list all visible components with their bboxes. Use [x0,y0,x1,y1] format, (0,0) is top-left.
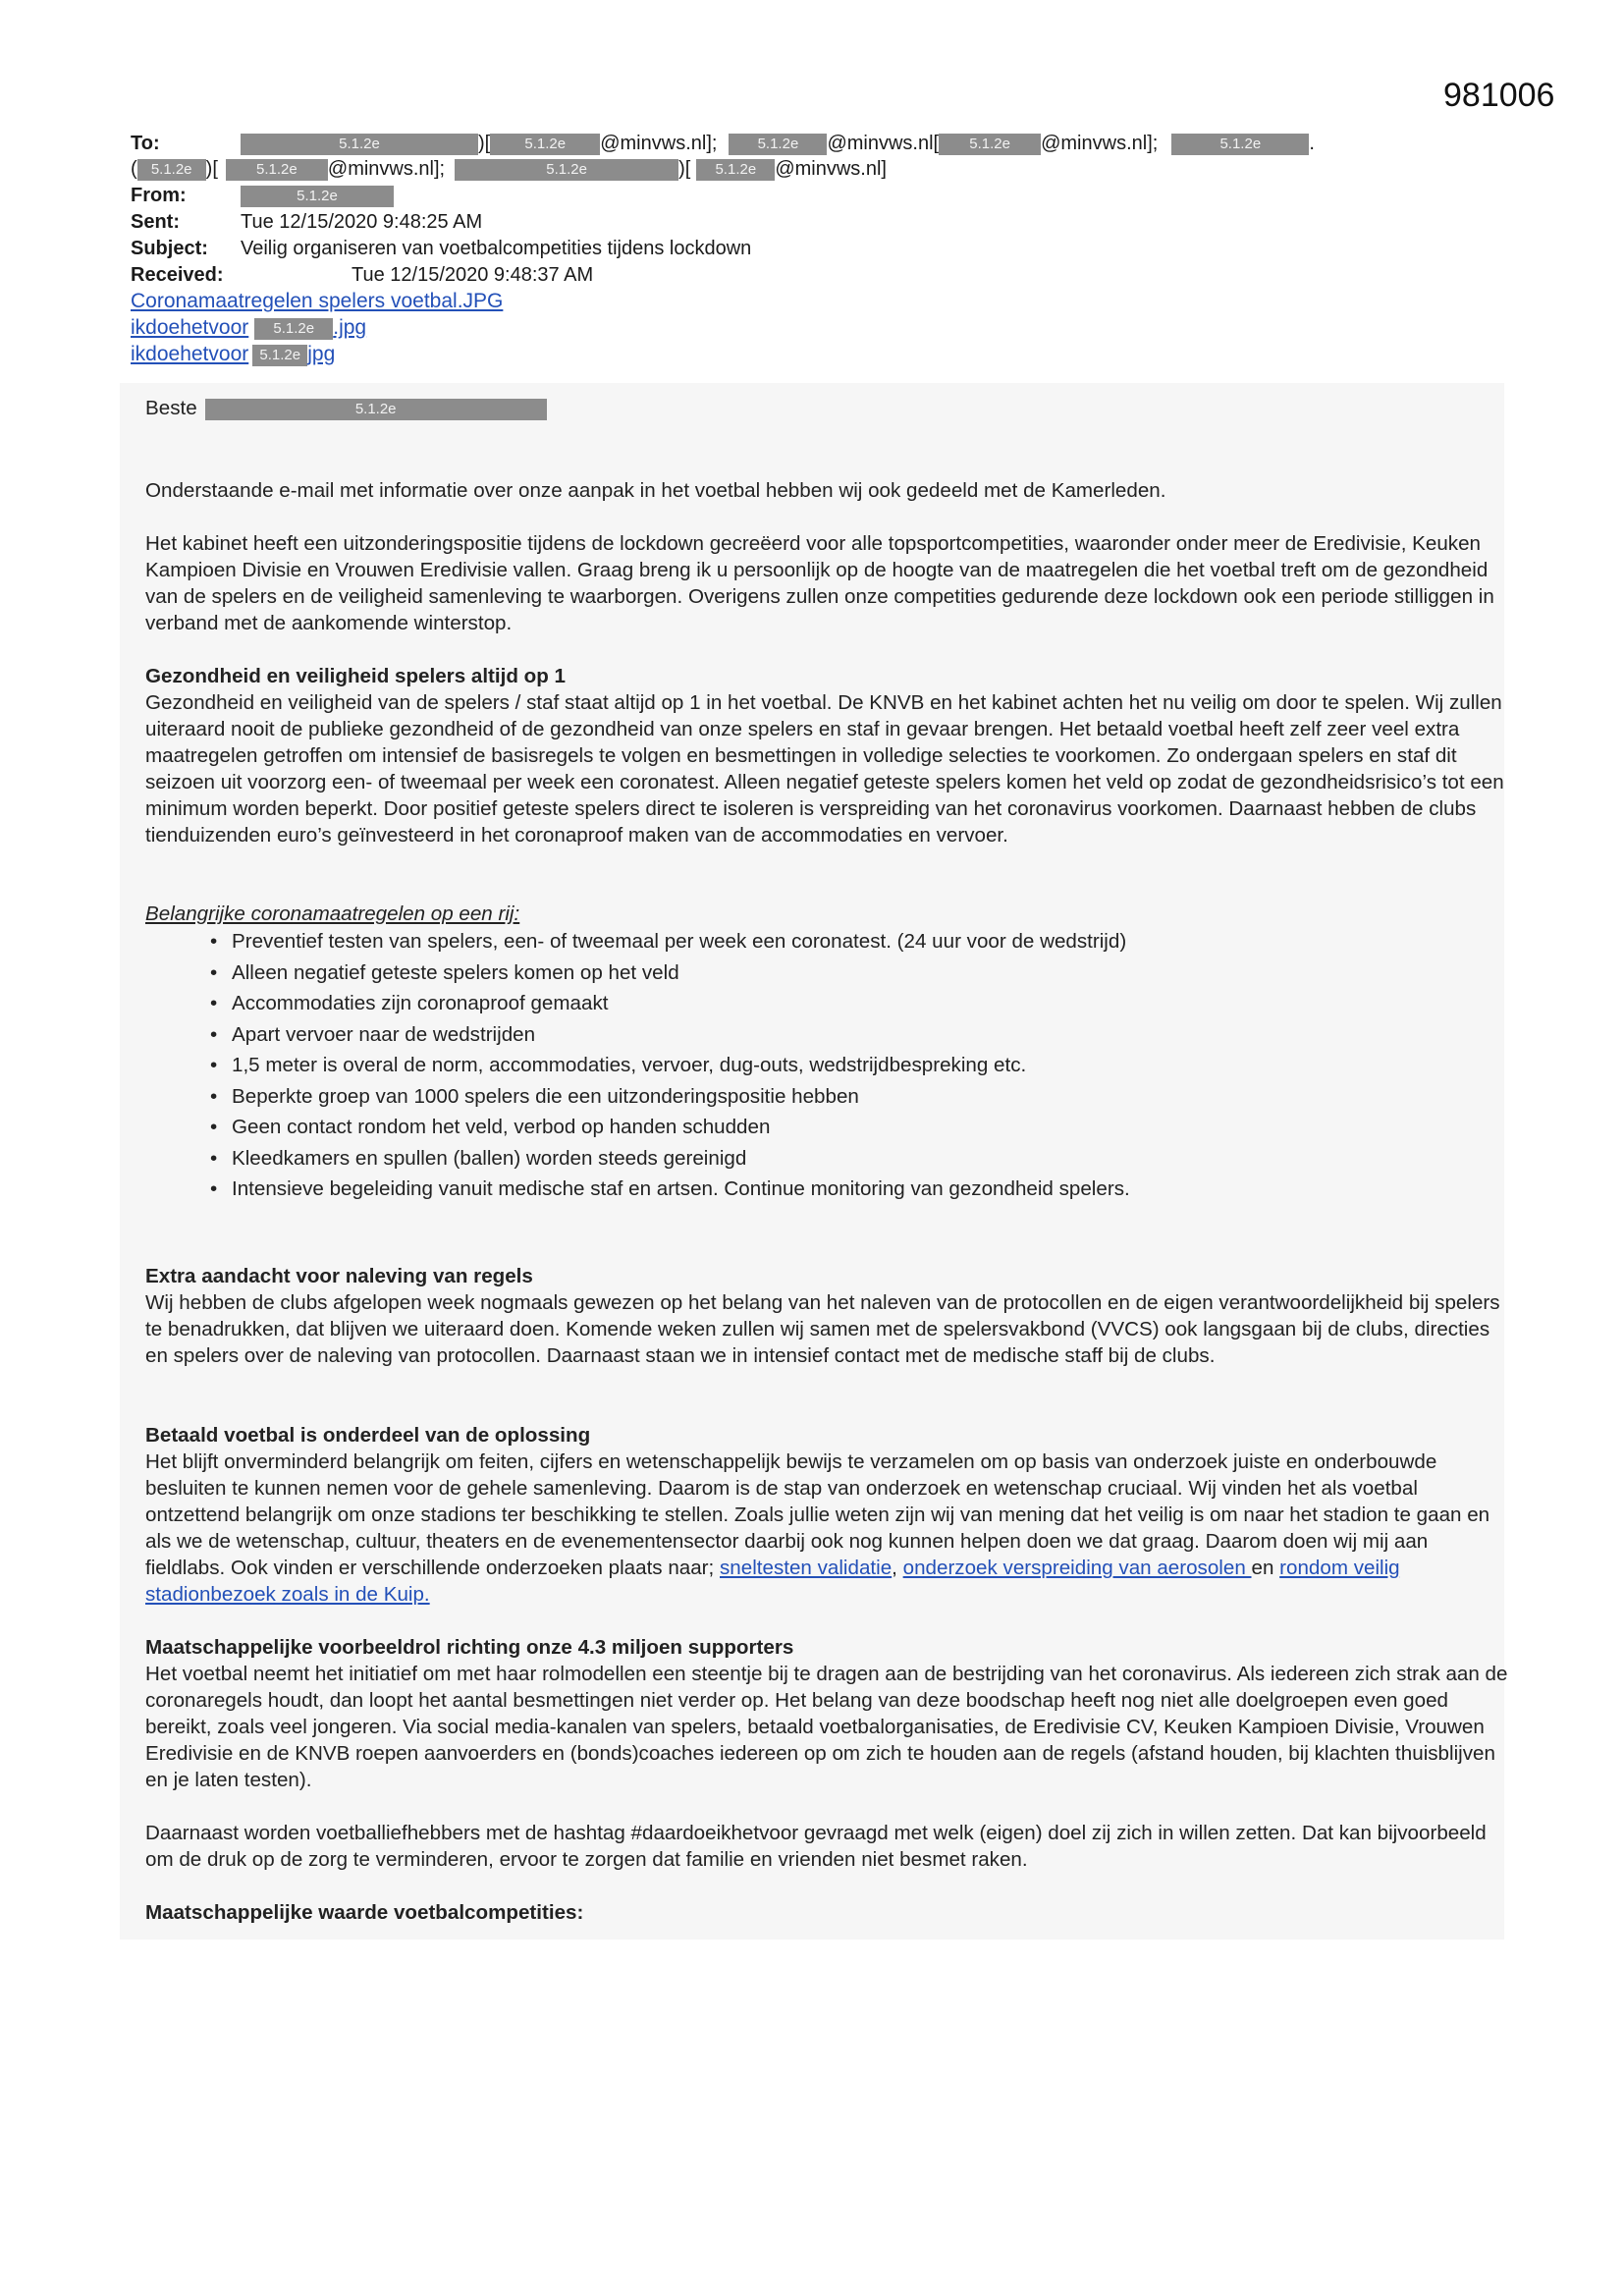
sent-label: Sent: [131,211,180,233]
to-text: ( [131,158,137,180]
section-heading: Betaald voetbal is onderdeel van de oplossing [145,1424,591,1447]
sent-line [131,209,482,235]
redaction: 5.1.2e [490,134,600,155]
paragraph-text: Het blijft onverminderd belangrijk om feiten, cijfers en wetenschappelijk bewijs te verzamelen om op basis van onderzoek juiste en onderbouwde besluiten te kunnen nemen voor de gehele samenleving. Daarom is de stap van onderzoek en wetenschap cruciaal. Wij vinden het als voetbal ontzettend belangrijk om onze stadions ter beschikking te stellen. Zoals jullie weten zijn wij van mening dat het veilig is om naar het stadion te gaan en als we de wetenschap, cultuur, theaters en de evenementensector daarbij ook nog kunnen helpen doen we dat graag. Daarom doen wij mij aan fieldlabs. Ook vinden er verschillende onderzoeken plaats naar; [145,1450,1490,1579]
to-text: )[ [678,158,691,180]
paragraph: Gezondheid en veiligheid van de spelers / staf staat altijd op 1 in het voetbal. De KNVB en het kabinet achten het nu veilig om door te spelen. Wij zullen uiteraard nooit de publieke gezondheid of de gezondheid van onze spelers en staf in gevaar brengen. Het betaald voetbal heeft zelf zeer veel extra maatregelen getroffen om intensief de basisregels te volgen en besmettingen in volledige selecties te voorkomen. Zo ondergaan spelers en staf dit seizoen uit voorzorg een- of tweemaal per week een coronatest. Alleen negatief geteste spelers komen het veld op zodat de gezondheidsrisico’s tot een minimum worden beperkt. Door positief geteste spelers direct te isoleren is verspreiding van het coronavirus voorkomen. Daarnaast hebben de clubs tienduizenden euro’s geïnvesteerd in het coronaproof maken van de accommodaties en vervoer. [145,691,1504,847]
sent-value: Tue 12/15/2020 9:48:25 AM [241,211,483,233]
list-item: • Geen contact rondom het veld, verbod op handen schudden [145,1112,1130,1143]
link-separator: en [1251,1557,1280,1579]
received-label: Received: [131,264,224,286]
list-item: • Beperkte groep van 1000 spelers die een uitzonderingspositie hebben [145,1081,1130,1113]
subject-value: Veilig organiseren van voetbalcompetities tijdens lockdown [241,238,752,259]
received-line [131,262,593,288]
to-text: @minvws.nl]; [600,133,718,154]
list-item: • 1,5 meter is overal de norm, accommodaties, vervoer, dug-outs, wedstrijdbespreking etc. [145,1050,1130,1081]
to-text: )[ [205,158,218,180]
section-heading: Maatschappelijke waarde voetbalcompetities: [145,1901,584,1924]
attachment-link-suffix[interactable]: jpg [307,343,336,365]
attachment-3[interactable] [131,342,335,367]
attachment-link-suffix[interactable]: .jpg [333,316,367,339]
redaction: 5.1.2e [241,134,478,155]
to-text: . [1309,133,1315,154]
from-label: From: [131,185,187,206]
link-stadionbezoek[interactable]: rondom veilig stadionbezoek zoals in de Kuip. [145,1557,1400,1606]
list-title: Belangrijke coronamaatregelen op een rij: [145,902,520,925]
redaction: 5.1.2e [226,159,328,181]
paragraph [145,1449,1510,1608]
subject-label: Subject: [131,238,208,259]
intro-paragraph: Onderstaande e-mail met informatie over onze aanpak in het voetbal hebben wij ook gedeeld met de Kamerleden. [145,479,1166,502]
to-label: To: [131,133,160,154]
attachment-link[interactable]: Coronamaatregelen spelers voetbal.JPG [131,290,504,312]
attachment-link-prefix[interactable]: ikdoehetvoor [131,343,249,365]
list-item: • Intensieve begeleiding vanuit medische staf en artsen. Continue monitoring van gezondheid spelers. [145,1174,1130,1205]
to-text: @minvws.nl]; [1041,133,1159,154]
document-number: 981006 [1443,77,1555,114]
list-item: • Accommodaties zijn coronaproof gemaakt [145,988,1130,1019]
to-text: @minvws.nl[ [827,133,940,154]
list-item: • Kleedkamers en spullen (ballen) worden steeds gereinigd [145,1143,1130,1175]
paragraph: Het kabinet heeft een uitzonderingspositie tijdens de lockdown gecreëerd voor alle topsportcompetities, waaronder onder meer de Eredivisie, Keuken Kampioen Divisie en Vrouwen Eredivisie vallen. Graag breng ik u persoonlijk op de hoogte van de maatregelen die het voetbal treft om de gezondheid van de spelers en de veiligheid samenleving te waarborgen. Overigens zullen onze competities gedurende deze lockdown ook een periode stilliggen in verband met de aankomende winterstop. [145,532,1494,634]
to-text: @minvws.nl]; [327,158,446,180]
section-heading: Maatschappelijke voorbeeldrol richting onze 4.3 miljoen supporters [145,1636,794,1659]
redaction: 5.1.2e [729,134,827,155]
redaction: 5.1.2e [455,159,678,181]
measures-list [145,926,1130,1205]
link-separator: , [892,1557,903,1579]
attachment-1[interactable] [131,289,503,314]
redaction: 5.1.2e [939,134,1041,155]
from-line [131,183,394,208]
link-sneltesten[interactable]: sneltesten validatie [720,1557,893,1579]
greeting [145,395,547,421]
redaction: 5.1.2e [137,159,206,181]
paragraph: Het voetbal neemt het initiatief om met haar rolmodellen een steentje bij te dragen aan de bestrijding van het coronavirus. Als iedereen zich strak aan de coronaregels houdt, dan loopt het aantal besmettingen niet verder op. Het belang van deze boodschap heeft nog niet alle doelgroepen even goed bereikt, zoals veel jongeren. Via social media-kanalen van spelers, betaald voetbalorganisaties, de Eredivisie CV, Keuken Kampioen Divisie, Vrouwen Eredivisie en de KNVB roepen aanvoerders en (bonds)coaches iedereen op om zich te houden aan de regels (afstand houden, bij klachten thuisblijven en je laten testen). [145,1663,1508,1791]
list-item: • Apart vervoer naar de wedstrijden [145,1019,1130,1051]
subject-line [131,236,751,261]
redaction: 5.1.2e [1171,134,1309,155]
paragraph: Daarnaast worden voetballiefhebbers met de hashtag #daardoeikhetvoor gevraagd met welk (eigen) doel zij zich in willen zetten. Dat kan bijvoorbeeld om de druk op de zorg te verminderen, ervoor te zorgen dat familie en vrienden niet besmet raken. [145,1822,1487,1871]
received-value: Tue 12/15/2020 9:48:37 AM [352,264,594,286]
redaction: 5.1.2e [205,399,547,420]
redaction: 5.1.2e [252,345,307,366]
to-line-1 [131,131,1315,156]
redaction: 5.1.2e [254,318,333,340]
to-line-2 [131,156,887,182]
section-heading: Extra aandacht voor naleving van regels [145,1265,533,1287]
attachment-2[interactable] [131,315,366,341]
redaction: 5.1.2e [696,159,775,181]
section-heading: Gezondheid en veiligheid spelers altijd op 1 [145,665,566,687]
list-item: • Preventief testen van spelers, een- of tweemaal per week een coronatest. (24 uur voor de wedstrijd) [145,926,1130,957]
paragraph: Wij hebben de clubs afgelopen week nogmaals gewezen op het belang van het naleven van de protocollen en de eigen verantwoordelijkheid bij spelers te benadrukken, dat blijven we uiteraard doen. Komende weken zullen wij samen met de spelersvakbond (VVCS) ook langsgaan bij de clubs, directies en spelers over de naleving van protocollen. Daarnaast staan we in intensief contact met de medische staff bij de clubs. [145,1291,1500,1367]
redaction: 5.1.2e [241,186,394,207]
to-text: @minvws.nl] [775,158,887,180]
attachment-link-prefix[interactable]: ikdoehetvoor [131,316,249,339]
link-aerosolen[interactable]: onderzoek verspreiding van aerosolen [902,1557,1252,1579]
email-body [120,383,1508,1940]
to-text: )[ [478,133,491,154]
list-item: • Alleen negatief geteste spelers komen op het veld [145,957,1130,989]
greeting-text: Beste [145,397,197,419]
